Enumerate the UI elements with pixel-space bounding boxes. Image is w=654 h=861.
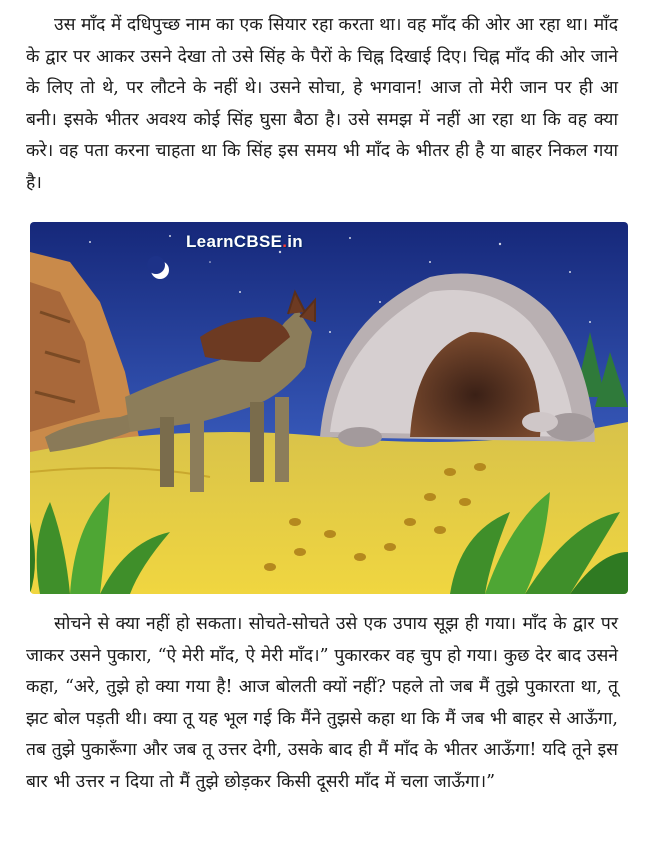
watermark-suffix: in xyxy=(287,232,303,251)
story-paragraph-top: उस माँद में दधिपुच्छ नाम का एक सियार रहा करता था। वह माँद की ओर आ रहा था। माँद के द्वार पर आकर उसने देखा तो उसे सिंह के पैरों के चिह्न दिखाई दिए। चिह्न माँद की ओर जाने के लिए तो थे, पर लौटने के नहीं थे। उसने सोचा, हे भगवान! आज तो मेरी जान पर ही आ बनी। इसके भीतर अवश्य कोई सिंह घुसा बैठा है। उसे समझ में नहीं आ रहा था कि वह क्या करे। वह पता करना चाहता था कि सिंह इस समय भी माँद के भीतर ही है या बाहर निकल गया है। xyxy=(26,15,618,193)
jackal-at-cave-illustration xyxy=(30,222,628,594)
watermark-dot: . xyxy=(282,232,288,251)
story-paragraph-bottom: सोचने से क्या नहीं हो सकता। सोचते-सोचते उसे एक उपाय सूझ ही गया। माँद के द्वार पर जाकर उसने पुकारा, “ऐ मेरी माँद, ऐ मेरी माँद।” पुकारकर वह चुप हो गया। कुछ देर बाद उसने कहा, “अरे, तुझे हो क्या गया है! आज बोलती क्यों नहीं? पहले तो जब मैं तुझे पुकारता था, तू झट बोल पड़ती थी। क्या तू यह भूल गई कि मैंने तुझसे कहा था कि मैं जब भी बाहर से आऊँगा, तब तुझे पुकारूँगा और जब तू उत्तर देगी, उसके बाद ही मैं माँद के भीतर आऊँगा! यदि तूने इस बार भी उत्तर न दिया तो मैं तुझे छोड़कर किसी दूसरी माँद में चला जाऊँगा।” xyxy=(26,614,618,792)
learncbse-watermark xyxy=(186,232,303,252)
watermark-main: LearnCBSE xyxy=(186,232,283,251)
